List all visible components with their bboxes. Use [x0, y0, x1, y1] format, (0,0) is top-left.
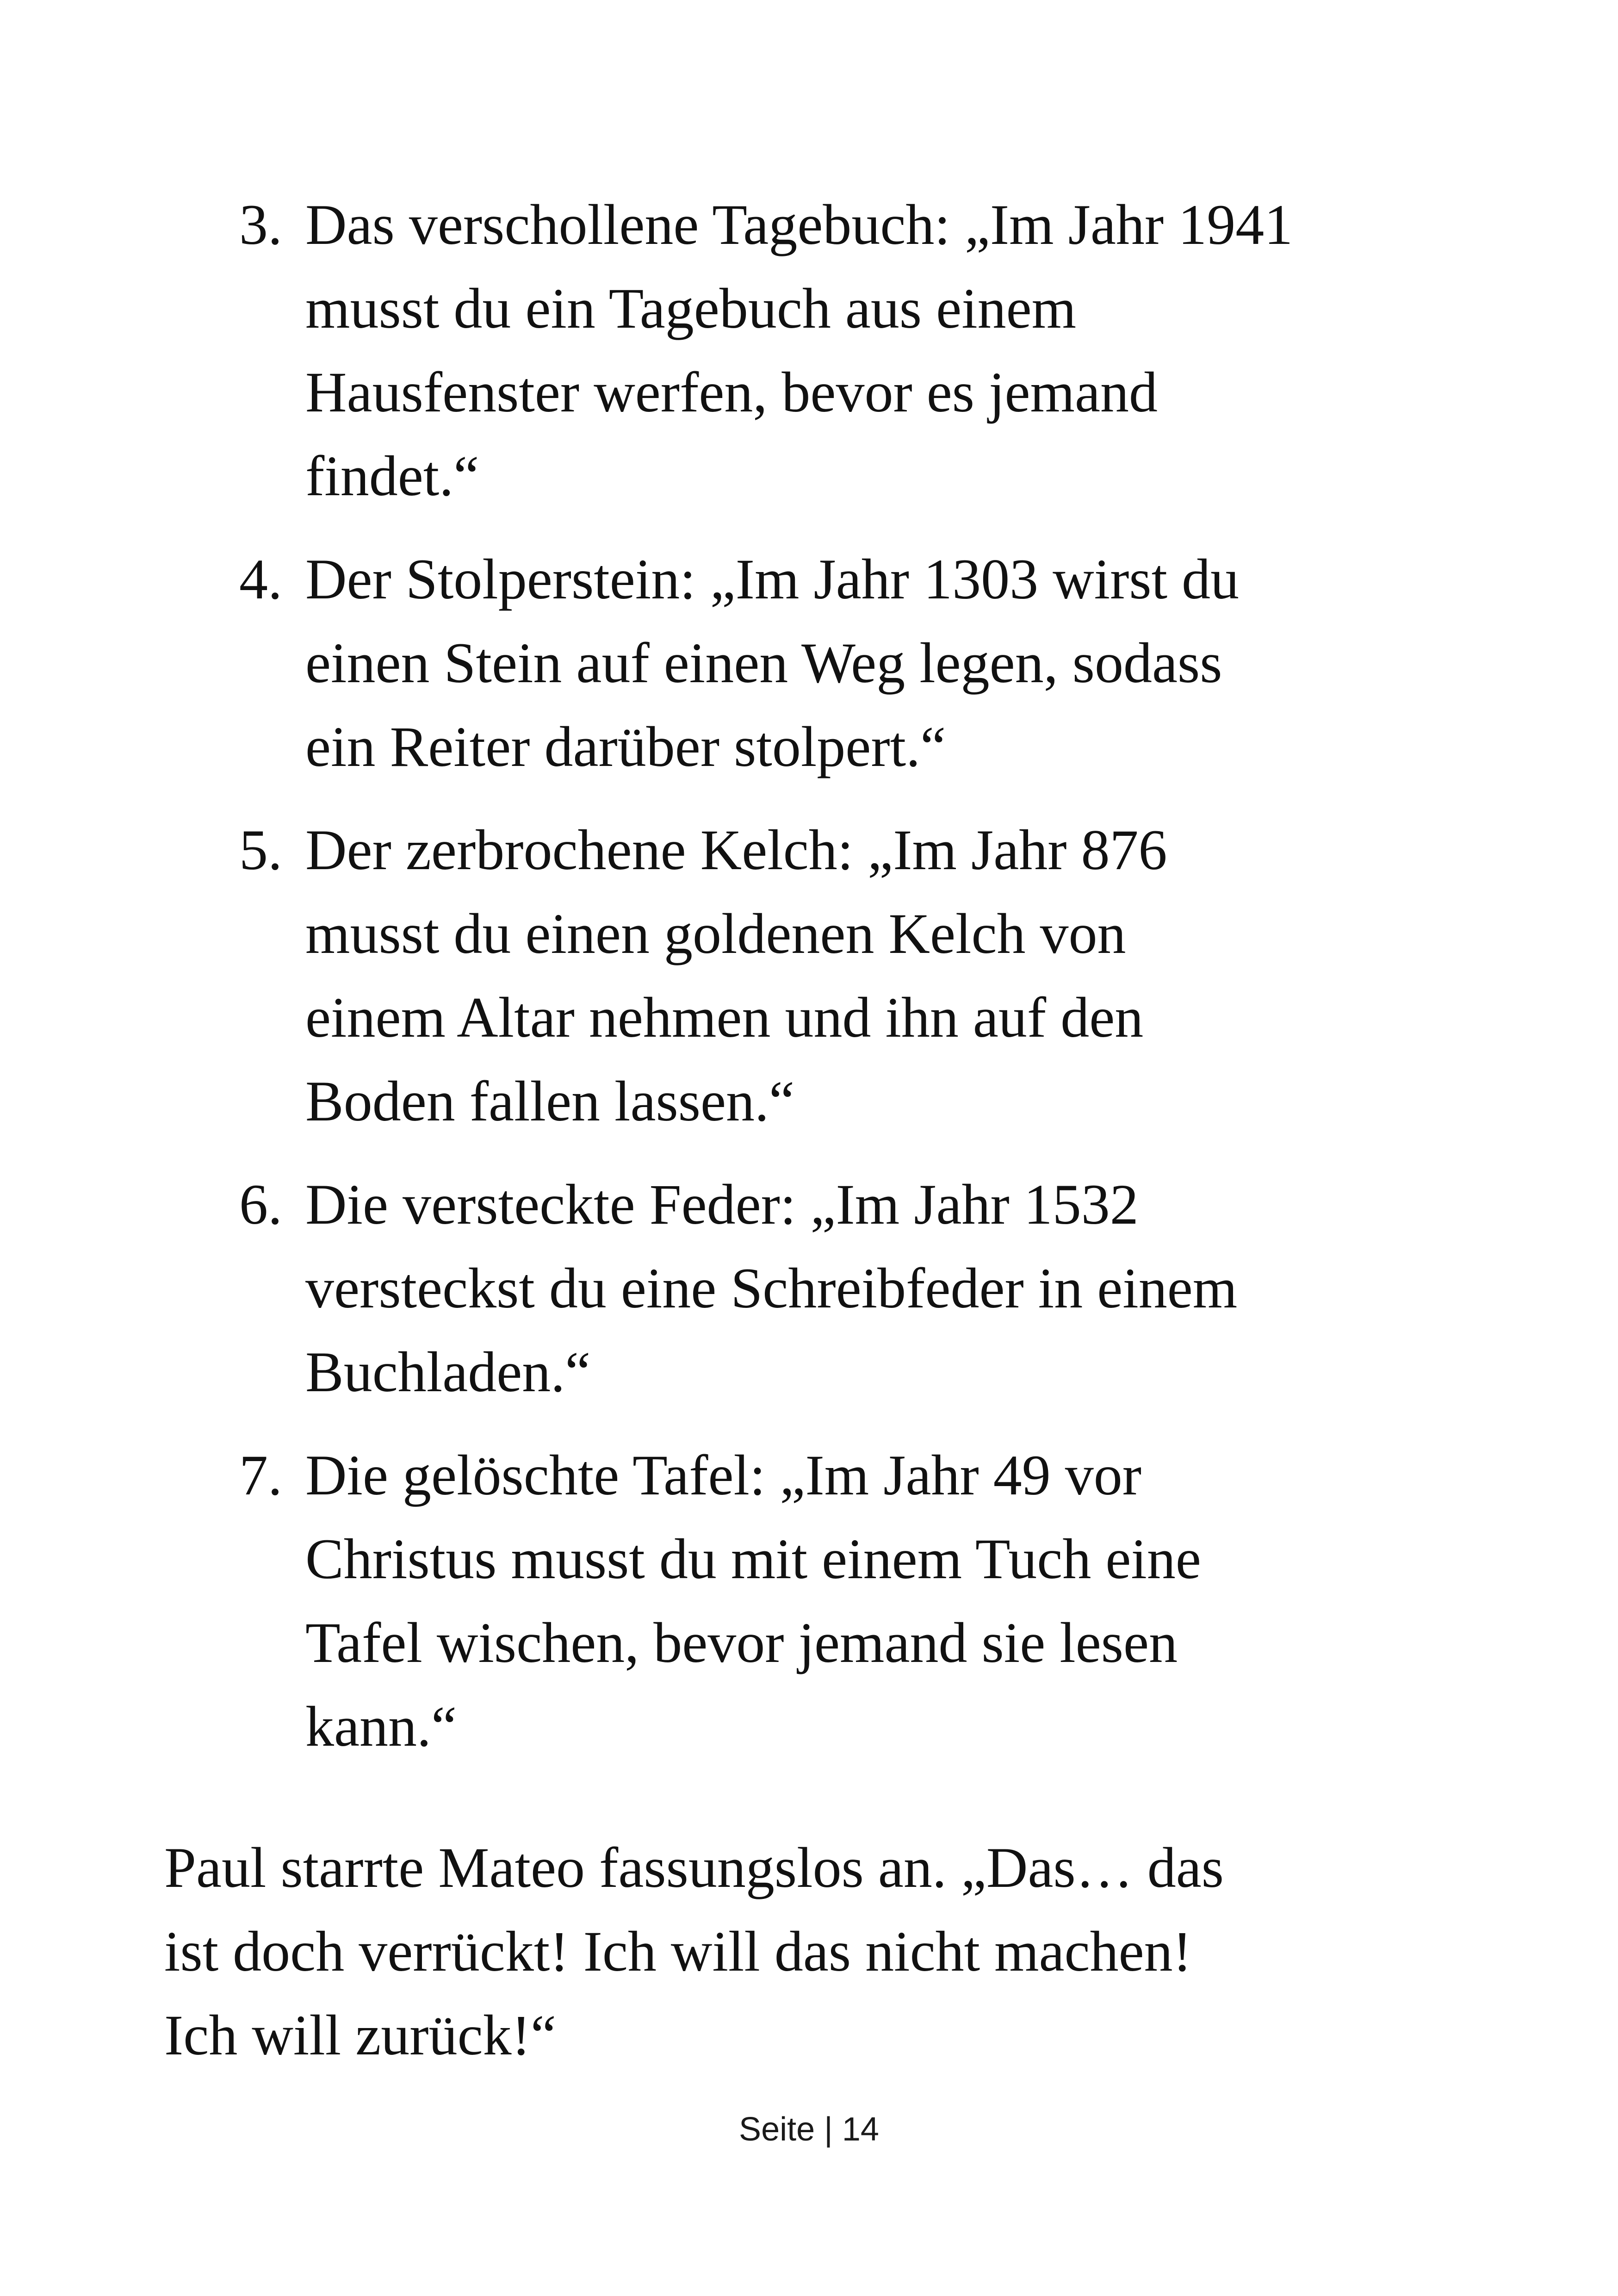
list-item — [231, 1433, 1508, 1768]
list-item-number: 4. — [239, 548, 282, 611]
body-paragraph — [164, 1826, 1483, 2077]
list-item-number: 5. — [239, 818, 282, 882]
list-item-text-line: Tafel wischen, bevor jemand sie lesen — [305, 1611, 1178, 1674]
paragraph-line: Ich will zurück!“ — [164, 2004, 556, 2067]
list-item-number: 7. — [239, 1444, 282, 1507]
list-item-number: 6. — [239, 1173, 282, 1236]
list-item-text-line: Die versteckte Feder: „Im Jahr 1532 — [305, 1173, 1139, 1236]
list-item — [231, 808, 1508, 1143]
paragraph-line: ist doch verrückt! Ich will das nicht machen! — [164, 1920, 1192, 1983]
list-item-text-line: findet.“ — [305, 444, 479, 508]
list-item-text-line: Der Stolperstein: „Im Jahr 1303 wirst du — [305, 548, 1240, 611]
list-item-text-line: Hausfenster werfen, bevor es jemand — [305, 361, 1158, 424]
list-item-text-line: kann.“ — [305, 1695, 457, 1758]
list-item-text-line: Der zerbrochene Kelch: „Im Jahr 876 — [305, 818, 1167, 882]
list-item-text-line: einem Altar nehmen und ihn auf den — [305, 986, 1144, 1049]
list-item-text-line: Christus musst du mit einem Tuch eine — [305, 1527, 1201, 1591]
list-item-text-line: musst du einen goldenen Kelch von — [305, 902, 1126, 965]
list-item — [231, 1163, 1508, 1414]
list-item-text-line: Buchladen.“ — [305, 1340, 591, 1404]
list-item — [231, 183, 1508, 518]
list-item-number: 3. — [239, 193, 282, 256]
list-item-text-line: Das verschollene Tagebuch: „Im Jahr 1941 — [305, 193, 1293, 256]
paragraph-line: Paul starrte Mateo fassungslos an. „Das… das — [164, 1836, 1224, 1899]
list-item-text-line: musst du ein Tagebuch aus einem — [305, 277, 1077, 340]
list-item-text-line: Boden fallen lassen.“ — [305, 1070, 795, 1133]
list-item-text-line: ein Reiter darüber stolpert.“ — [305, 715, 946, 778]
page-number-footer: Seite | 14 — [739, 2111, 879, 2148]
list-item-text-line: einen Stein auf einen Weg legen, sodass — [305, 631, 1222, 695]
list-item-text-line: Die gelöschte Tafel: „Im Jahr 49 vor — [305, 1444, 1142, 1507]
numbered-list — [231, 183, 1508, 1788]
list-item-text-line: versteckst du eine Schreibfeder in einem — [305, 1257, 1238, 1320]
list-item — [231, 537, 1508, 789]
